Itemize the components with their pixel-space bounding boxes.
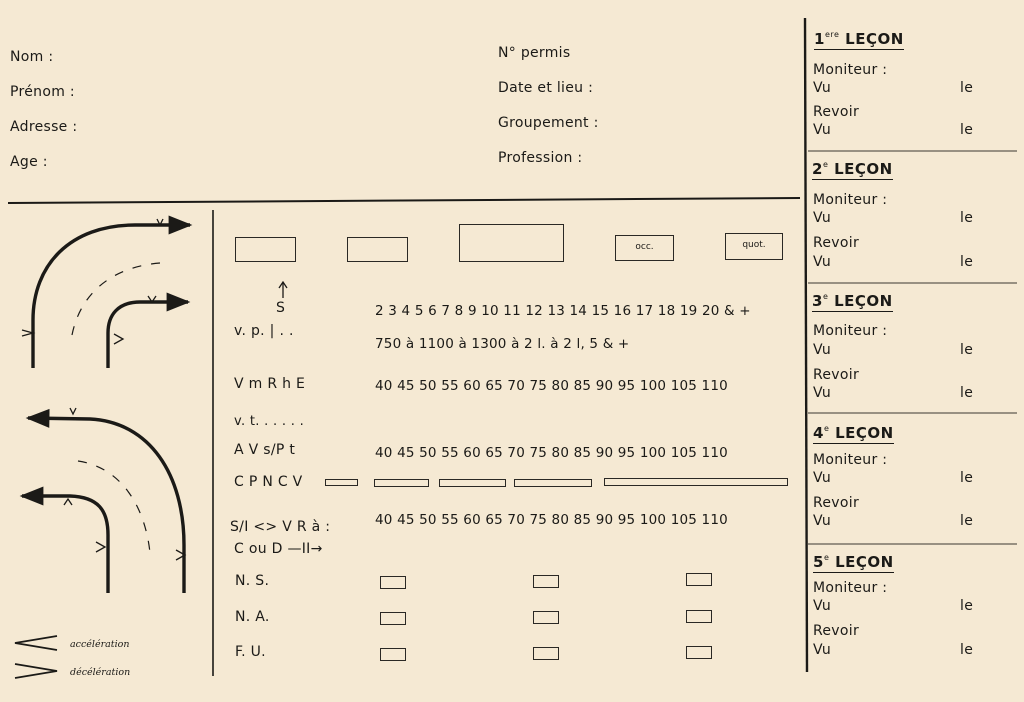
lesson-1-title: 1ere LEÇON — [814, 30, 904, 48]
fu-box-2[interactable] — [533, 647, 559, 660]
lesson-2-le: le — [960, 210, 974, 226]
ns-box-2[interactable] — [533, 575, 559, 588]
lesson-3-revoir-le: le — [960, 385, 974, 401]
svr-label: S/I <> V R à : — [230, 519, 331, 535]
lesson-4-title: 4e LEÇON — [813, 424, 894, 442]
occ-box[interactable] — [615, 235, 674, 261]
fu-box-1[interactable] — [380, 648, 406, 661]
up-arrow-icon — [277, 281, 289, 299]
lesson-5-revoir: Revoir — [813, 623, 860, 639]
lesson-5-vu: Vu — [813, 598, 832, 614]
lesson-5-revoir-le: le — [960, 642, 974, 658]
adresse-label: Adresse : — [10, 119, 78, 135]
lesson-1-vu: Vu — [813, 80, 832, 96]
lesson-4-moniteur: Moniteur : — [813, 452, 888, 468]
quot-label: quot. — [742, 240, 766, 250]
cpncv-box-2[interactable] — [374, 479, 429, 487]
na-label: N. A. — [235, 609, 270, 625]
cpncv-box-4[interactable] — [514, 479, 592, 487]
lesson-2-vu: Vu — [813, 210, 832, 226]
lesson-3-moniteur: Moniteur : — [813, 323, 888, 339]
avsp-label: A V s/P t — [234, 442, 296, 458]
lesson-2-revoir-le: le — [960, 254, 974, 270]
lesson-3-revoir-vu: Vu — [813, 385, 832, 401]
empty-box-2[interactable] — [347, 237, 408, 262]
age-label: Age : — [10, 154, 48, 170]
lesson-3-revoir: Revoir — [813, 367, 860, 383]
avsp-speed-values: 40 45 50 55 60 65 70 75 80 85 90 95 100 105 110 — [375, 445, 728, 461]
na-box-2[interactable] — [533, 611, 559, 624]
profession-label: Profession : — [498, 150, 583, 166]
vp-values-line-1: 2 3 4 5 6 7 8 9 10 11 12 13 14 15 16 17 18 19 20 & + — [375, 303, 751, 319]
deceleration-label: décélération — [70, 667, 131, 678]
cpncv-box-3[interactable] — [439, 479, 506, 487]
empty-box-1[interactable] — [235, 237, 296, 262]
vmrhe-speed-values: 40 45 50 55 60 65 70 75 80 85 90 95 100 105 110 — [375, 378, 728, 394]
cpncv-box-1[interactable] — [325, 479, 358, 486]
prenom-label: Prénom : — [10, 84, 75, 100]
na-box-3[interactable] — [686, 610, 712, 623]
groupement-label: Groupement : — [498, 115, 599, 131]
permis-label: N° permis — [498, 45, 571, 61]
occ-label: occ. — [635, 242, 654, 252]
lesson-1-revoir: Revoir — [813, 104, 860, 120]
lesson-4-vu: Vu — [813, 470, 832, 486]
lesson-2-title: 2e LEÇON — [812, 160, 893, 178]
nom-label: Nom : — [10, 49, 54, 65]
cpncv-label: C P N C V — [234, 474, 303, 490]
lesson-1-le: le — [960, 80, 974, 96]
lesson-1-revoir-vu: Vu — [813, 122, 832, 138]
ns-label: N. S. — [235, 573, 270, 589]
lesson-5-le: le — [960, 598, 974, 614]
lesson-3-title: 3e LEÇON — [812, 292, 893, 310]
ns-box-1[interactable] — [380, 576, 406, 589]
acceleration-icon — [12, 634, 62, 652]
lesson-2-moniteur: Moniteur : — [813, 192, 888, 208]
lesson-5-moniteur: Moniteur : — [813, 580, 888, 596]
empty-box-3[interactable] — [459, 224, 564, 262]
header-divider — [8, 198, 800, 203]
lesson-4-revoir: Revoir — [813, 495, 860, 511]
lesson-4-revoir-le: le — [960, 513, 974, 529]
deceleration-icon — [12, 662, 62, 680]
vp-label: v. p. | . . — [234, 323, 294, 339]
turn-diagram — [0, 205, 210, 685]
lesson-3-le: le — [960, 342, 974, 358]
vp-values-line-2: 750 à 1100 à 1300 à 2 l. à 2 l, 5 & + — [375, 336, 630, 352]
lesson-3-vu: Vu — [813, 342, 832, 358]
date-lieu-label: Date et lieu : — [498, 80, 594, 96]
lesson-1-moniteur: Moniteur : — [813, 62, 888, 78]
lesson-5-title: 5e LEÇON — [813, 553, 894, 571]
ns-box-3[interactable] — [686, 573, 712, 586]
coud-label: C ou D —II→ — [234, 541, 323, 557]
vmrhe-label: V m R h E — [234, 376, 306, 392]
vt-label: v. t. . . . . . — [234, 414, 305, 429]
lessons-divider — [805, 18, 807, 672]
lesson-4-revoir-vu: Vu — [813, 513, 832, 529]
acceleration-label: accélération — [70, 639, 130, 650]
svr-speed-values: 40 45 50 55 60 65 70 75 80 85 90 95 100 105 110 — [375, 512, 728, 528]
fu-box-3[interactable] — [686, 646, 712, 659]
quot-box[interactable] — [725, 233, 783, 260]
fu-label: F. U. — [235, 644, 266, 660]
na-box-1[interactable] — [380, 612, 406, 625]
lesson-2-revoir-vu: Vu — [813, 254, 832, 270]
lesson-4-le: le — [960, 470, 974, 486]
lesson-1-revoir-le: le — [960, 122, 974, 138]
lesson-2-revoir: Revoir — [813, 235, 860, 251]
cpncv-box-5[interactable] — [604, 478, 788, 486]
lesson-5-revoir-vu: Vu — [813, 642, 832, 658]
s-label: S — [276, 300, 286, 316]
